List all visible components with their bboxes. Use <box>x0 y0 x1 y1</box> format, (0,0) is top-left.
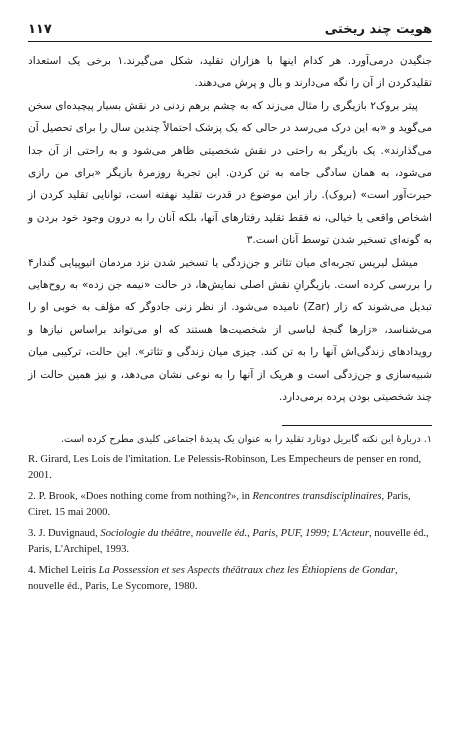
footnote-text: P. Brook, «Does nothing come from nothing?», in <box>38 490 253 502</box>
footnotes <box>28 432 432 595</box>
footnote-3 <box>28 526 432 558</box>
paragraph-3: میشل لیریس تجربه‌ای میان تئاتر و جن‌زدگی یا تسخیر شدن نزد مردمان اتیوپیایی گندار۴ را بررسی کرده است. بازیگرانِ نقش اصلی نمایش‌ها، در حالت «نیمه جن زده» به روح‌هایی تبدیل می‌شوند که زار (Zar) نامیده می‌شود. از نظر زنی جادوگر که مؤلف به خوبی او را می‌شناسد، «زارها گنجهٔ لباسی از شخصیت‌ها هستند که او می‌تواند براساس نیازها و رویدادهای زندگی‌اش آنها را به تن کند. چیزی میان زندگی و تئاتر». این حالت، ترکیبی میان شبیه‌سازی و جن‌زدگی است و هریک از آنها را به نوعی نشان می‌دهد، و نیز همین حالت از چند شخصیتی بودن پرده برمی‌دارد. <box>28 256 433 404</box>
footnote-number: 3. <box>28 527 36 539</box>
paragraph-2: پیتر بروک۲ بازیگری را مثال می‌زند که به چشم برهم زدنی در نقش بسیار پیچیده‌ای سخن می‌گوید و «به این درک می‌رسد در حالی که یک پزشک احتمالاً چندین سال را برای تحصیل آن می‌گذارند». یک بازیگر به راحتی در نقش شخصیتی ظاهر می‌شود و به راحتی از آن جدا می‌شود، به همان سادگی جامه به تن کردن. این تجربهٔ روزمرهٔ بازیگر «برای من رازی حیرت‌آور است» (بروک). راز این موضوع در قدرت تقلید نهفته است، توانایی تقلید کردن از اشخاص واقعی یا خیالی، نه فقط تقلید رفتارهای آنها، بلکه آنان را به درون وجود خود بردن و به گونه‌ای تسخیر شدن توسط آنان است.۳ <box>28 99 432 247</box>
footnote-title: La Possession et ses Aspects théâtraux chez les Éthiopiens de Gondar <box>98 564 396 576</box>
footnote-text: , nouvelle éd., Paris, L'Archipel, 1993. <box>28 527 429 555</box>
paragraph-1: جنگیدن درمی‌آورد. هر کدام اینها با هزاران تقلید، شکل می‌گیرند.۱ برخی یک استعداد تقلیدکردن از آن را نگه می‌دارند و بال و پرش می‌دهند. <box>28 55 433 90</box>
running-title: هویت چند ریختی <box>324 22 432 37</box>
footnote-rule <box>282 425 432 426</box>
footnote-1: ۱. دربارهٔ این نکته گابریل دوتارد تقلید را به عنوان یک پدیدهٔ اجتماعی کلیدی مطرح کرده است. <box>60 433 432 445</box>
footnote-4 <box>28 563 432 595</box>
footnote-text: , Paris, Ciret. 15 mai 2000. <box>28 490 411 518</box>
footnote-number: 2. <box>28 490 36 502</box>
page-number: ۱۱۷ <box>28 22 52 37</box>
footnote-2 <box>28 489 432 521</box>
footnote-text: Michel Leiris <box>38 564 99 576</box>
footnote-title: Sociologie du théâtre, nouvelle éd., Paris, PUF, 1999; L'Acteur <box>100 527 369 539</box>
book-page <box>28 22 432 600</box>
footnote-1-reference: R. Girard, Les Lois de l'imitation. Le Pelessis-Robinson, Les Empecheurs de penser en rond, 2001. <box>28 453 422 481</box>
page-header <box>28 22 432 42</box>
footnote-text: , nouvelle éd., Paris, Le Sycomore, 1980. <box>28 564 398 592</box>
footnote-text: J. Duvignaud, <box>38 527 101 539</box>
footnote-title: Rencontres transdisciplinaires <box>252 490 382 502</box>
footnote-number: 4. <box>28 564 36 576</box>
body-text <box>28 50 432 409</box>
